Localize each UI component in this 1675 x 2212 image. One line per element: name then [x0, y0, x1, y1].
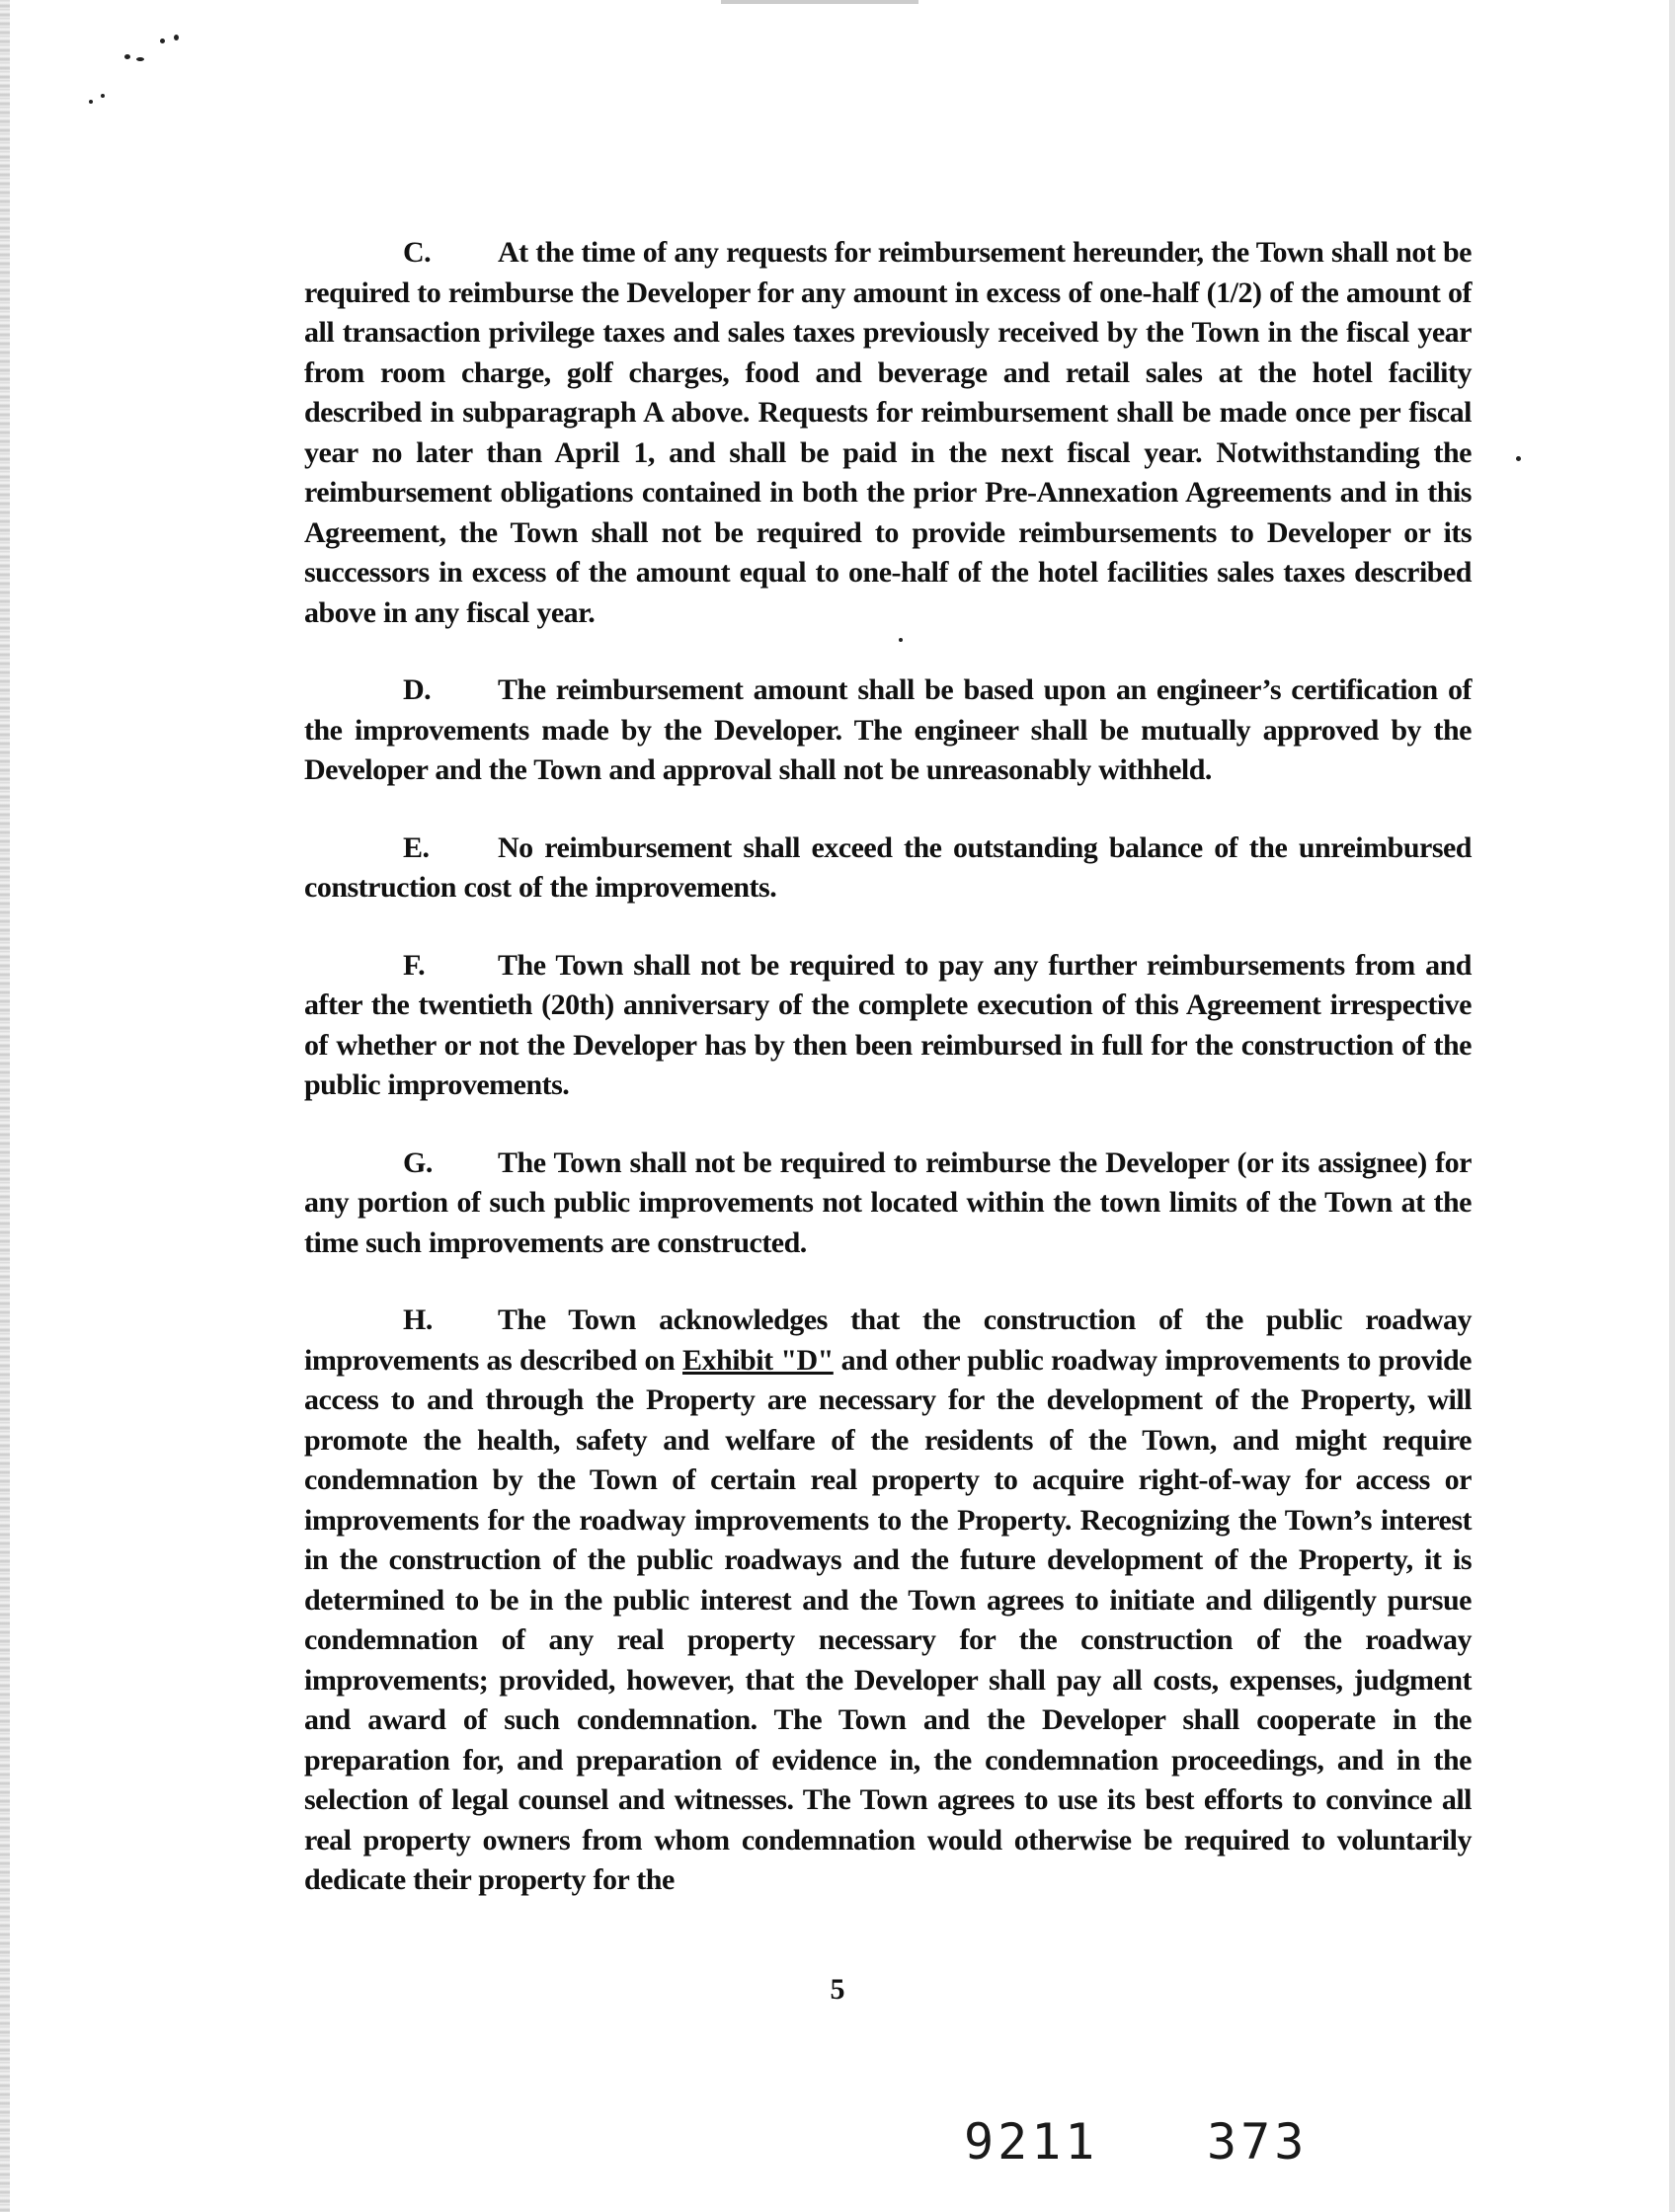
scan-edge-left: [0, 0, 10, 2212]
recording-stamp-page: 373: [1207, 2113, 1309, 2171]
scan-speck-margin: [1516, 456, 1521, 461]
paragraph-e: [304, 829, 1472, 908]
paragraph-f: [304, 946, 1472, 1106]
paragraph-letter: G.: [403, 1146, 433, 1179]
scan-top-mark: [721, 0, 918, 4]
paragraph-c: [304, 233, 1472, 633]
paragraph-g: [304, 1144, 1472, 1264]
paragraph-h: [304, 1301, 1472, 1901]
paragraph-letter: D.: [403, 673, 432, 706]
paragraph-letter: C.: [403, 236, 432, 269]
page-number: 5: [830, 1973, 845, 2006]
document-body: [304, 233, 1472, 1901]
paragraph-text: The Town shall not be required to pay any further reimbursements from and after the twentieth (20th) anniversary of the complete execution of this Agreement irrespective of whether or not the Developer has by then been reimbursed in full for the construction of the public improvements.: [304, 948, 1472, 1101]
paragraph-text: The reimbursement amount shall be based upon an engineer’s certification of the improvements made by the Developer. The engineer shall be mutually approved by the Developer and the Town and approval shall not be unreasonably withheld.: [304, 673, 1472, 786]
paragraph-text: and other public roadway improvements to provide access to and through the Property are necessary for the development of the Property, will promote the health, safety and welfare of the residents of the Town, and might require condemnation by the Town of certain real property to acquire right-of-way for access or improvements for the roadway improvements to the Property. Recognizing the Town’s interest in the construction of the public roadways and the future development of the Property, it is determined to be in the public interest and the Town agrees to initiate and diligently pursue condemnation of any real property necessary for the construction of the roadway improvements; provided, however, that the Developer shall pay all costs, expenses, judgment and award of such condemnation. The Town and the Developer shall cooperate in the preparation for, and preparation of evidence in, the condemnation proceedings, and in the selection of legal counsel and witnesses. The Town agrees to use its best efforts to convince all real property owners from whom condemnation would otherwise be required to voluntarily dedicate their property for the: [304, 1343, 1472, 1896]
recording-stamp-book: 9211: [964, 2113, 1099, 2171]
paragraph-letter: F.: [403, 948, 426, 982]
paragraph-d: [304, 671, 1472, 791]
scan-specks: [79, 15, 198, 123]
scan-edge-right: [1669, 0, 1675, 2212]
paragraph-text: The Town acknowledges that the construction of the public roadway improvements as described on: [304, 1304, 1472, 1377]
paragraph-text: The Town shall not be required to reimburse the Developer (or its assignee) for any portion of such public improvements not located within the town limits of the Town at the time such improvements are constructed.: [304, 1146, 1472, 1259]
paragraph-text: No reimbursement shall exceed the outstanding balance of the unreimbursed construction cost of the improvements.: [304, 830, 1472, 904]
exhibit-reference: Exhibit "D": [682, 1343, 834, 1377]
paragraph-letter: E.: [403, 830, 430, 864]
paragraph-text: At the time of any requests for reimbursement hereunder, the Town shall not be required to reimburse the Developer for any amount in excess of one-half (1/2) of the amount of all transaction privilege taxes and sales taxes previously received by the Town in the fiscal year from room charge, golf charges, food and beverage and retail sales at the hotel facility described in subparagraph A above. Requests for reimbursement shall be made once per fiscal year no later than April 1, and shall be paid in the next fiscal year. Notwithstanding the reimbursement obligations contained in both the prior Pre-Annexation Agreements and in this Agreement, the Town shall not be required to provide reimbursements to Developer or its successors in excess of the amount equal to one-half of the hotel facilities sales taxes described above in any fiscal year.: [304, 236, 1472, 629]
paragraph-letter: H.: [403, 1304, 433, 1336]
